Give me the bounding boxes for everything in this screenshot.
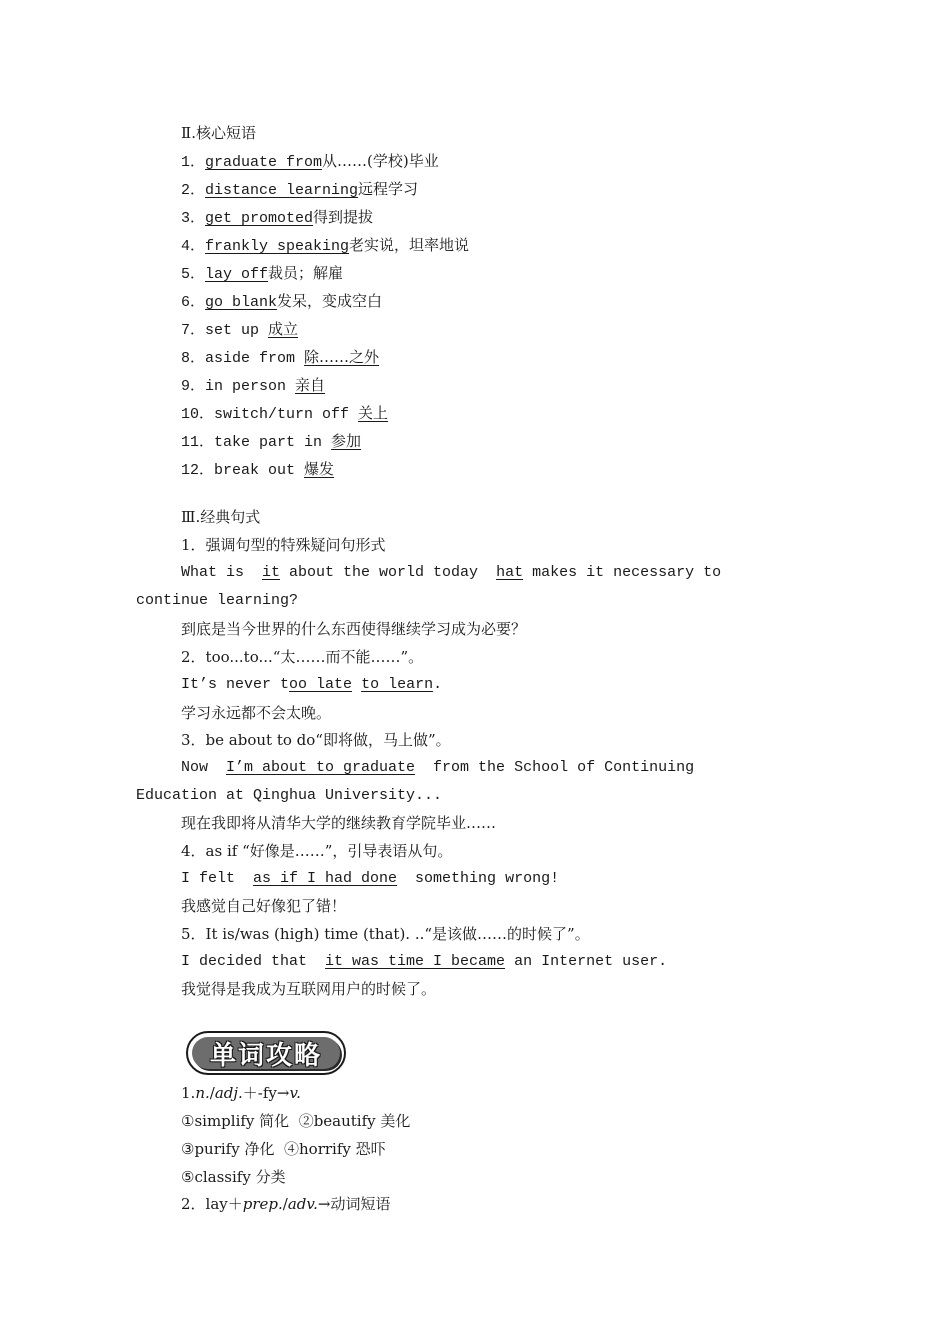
vocab-row-2: ③purify 净化 ④horrify 恐吓	[181, 1140, 386, 1158]
phrase-answer: 成立	[268, 320, 299, 338]
pattern-3-title: 3．be about to do“即将做，马上做”。	[181, 731, 451, 749]
pattern-1-translation: 到底是当今世界的什么东西使得继续学习成为必要？	[181, 620, 527, 638]
vocab-row-1: ①simplify 简化 ②beautify 美化	[181, 1112, 411, 1130]
pattern-2-title: 2．too...to...“太……而不能……”。	[181, 648, 424, 666]
phrase-item-4: 4．frankly speaking老实说，坦率地说	[181, 236, 470, 255]
blank-answer: to learn	[361, 676, 434, 693]
phrase-item-3: 3．get promoted得到提拔	[181, 208, 374, 227]
banner-title: 单词攻略	[209, 1040, 322, 1071]
phrase-item-8: 8．aside from 除……之外	[181, 348, 380, 367]
pattern-5-title: 5．It is/was (high) time (that). ..“是该做……的时候了”。	[181, 925, 590, 943]
blank-answer: as if I had done	[253, 870, 398, 887]
phrase-answer: graduate from	[205, 154, 323, 171]
phrase-answer: 除……之外	[304, 348, 380, 366]
phrase-answer: 亲自	[295, 376, 326, 394]
pattern-1-title: 1．强调句型的特殊疑问句形式	[181, 536, 386, 554]
blank-answer: it	[262, 564, 281, 581]
phrase-item-1: 1．graduate from从……(学校)毕业	[181, 152, 439, 171]
vocab-rule-1: 1.n./adj.＋-fy→v.	[181, 1084, 301, 1102]
phrase-item-7: 7．set up 成立	[181, 320, 299, 339]
pattern-5-translation: 我觉得是我成为互联网用户的时候了。	[181, 980, 437, 998]
pattern-5-example: I decided that it was time I became an Internet user.	[181, 953, 668, 970]
phrase-answer: get promoted	[205, 210, 314, 227]
phrase-item-11: 11．take part in 参加	[181, 432, 362, 451]
pattern-1-example-cont: continue learning?	[136, 592, 299, 609]
phrase-answer: lay off	[205, 266, 269, 283]
phrase-answer: 参加	[331, 432, 362, 450]
phrase-answer: go blank	[205, 294, 278, 311]
section-3-heading: Ⅲ.经典句式	[181, 508, 261, 526]
phrase-answer: 爆发	[304, 460, 335, 478]
section-2-heading: Ⅱ.核心短语	[181, 124, 256, 142]
phrase-item-10: 10．switch/turn off 关上	[181, 404, 389, 423]
pattern-1-example: What is it about the world today hat makes it necessary to	[181, 564, 722, 581]
phrase-item-12: 12．break out 爆发	[181, 460, 335, 479]
pattern-2-translation: 学习永远都不会太晚。	[181, 704, 332, 722]
phrase-item-9: 9．in person 亲自	[181, 376, 326, 395]
pattern-3-example: Now I’m about to graduate from the School of Continuing	[181, 759, 695, 776]
pattern-4-translation: 我感觉自己好像犯了错！	[181, 897, 347, 915]
vocab-rule-2: 2．lay＋prep./adv.→动词短语	[181, 1195, 391, 1213]
pattern-3-example-cont: Education at Qinghua University...	[136, 787, 443, 804]
pattern-3-translation: 现在我即将从清华大学的继续教育学院毕业……	[181, 814, 497, 832]
pattern-4-title: 4．as if “好像是……”，引导表语从句。	[181, 842, 453, 860]
phrase-item-2: 2．distance learning远程学习	[181, 180, 419, 199]
section-banner	[186, 1031, 346, 1075]
blank-answer: I’m about to graduate	[226, 759, 416, 776]
pattern-2-example: It’s never too late to learn.	[181, 676, 443, 693]
phrase-answer: distance learning	[205, 182, 359, 199]
blank-answer: it was time I became	[325, 953, 506, 970]
vocab-row-3: ⑤classify 分类	[181, 1168, 286, 1186]
blank-answer: oo late	[289, 676, 353, 693]
pattern-4-example: I felt as if I had done something wrong!	[181, 870, 560, 887]
phrase-item-6: 6．go blank发呆，变成空白	[181, 292, 383, 311]
blank-answer: hat	[496, 564, 524, 581]
phrase-item-5: 5．lay off裁员；解雇	[181, 264, 344, 283]
phrase-answer: frankly speaking	[205, 238, 350, 255]
banner-background	[192, 1037, 340, 1069]
phrase-answer: 关上	[358, 404, 389, 422]
